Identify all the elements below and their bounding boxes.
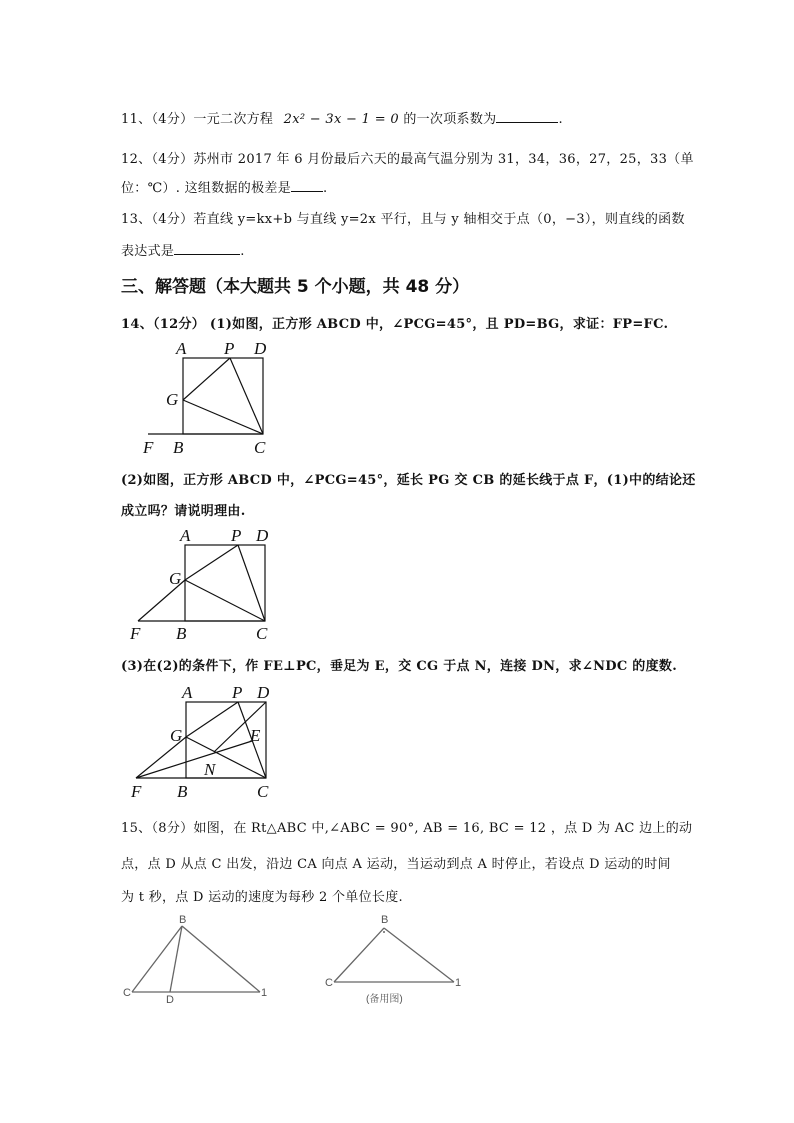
section-heading: 三、解答题（本大题共 5 个小题，共 48 分）: [121, 277, 470, 297]
label-b: B: [176, 624, 187, 643]
answer-blank[interactable]: [496, 110, 558, 123]
label-a: A: [176, 339, 187, 358]
answer-blank[interactable]: [174, 242, 240, 255]
label-g: G: [166, 390, 179, 409]
label-n: N: [204, 760, 216, 779]
question-13-line-2: [121, 240, 245, 259]
label-c: C: [257, 782, 269, 801]
label-d: D: [254, 339, 267, 358]
question-14-part-1: 14、（12分） (1)如图，正方形 ABCD 中，∠PCG=45°，且 PD=BG，求证：FP=FC.: [121, 317, 669, 332]
question-14-part-3: (3)在(2)的条件下，作 FE⊥PC，垂足为 E，交 CG 于点 N，连接 DN，求∠NDC 的度数.: [121, 659, 678, 674]
question-13-line-1: 13、（4分）若直线 y=kx+b 与直线 y=2x 平行，且与 y 轴相交于点（0，−3），则直线的函数: [121, 212, 685, 227]
label-d: D: [256, 526, 269, 545]
label-b: B: [381, 914, 389, 926]
label-c: C: [325, 977, 333, 989]
spare-figure-caption: (备用图): [366, 994, 403, 1005]
question-14-part-2-line-1: (2)如图，正方形 ABCD 中，∠PCG=45°，延长 PG 交 CB 的延长线于点 F，(1)中的结论还: [121, 473, 696, 488]
figure-14-2: [128, 525, 278, 645]
label-f: F: [131, 782, 142, 801]
question-12-line-1: 12、（4分）苏州市 2017 年 6 月份最后六天的最高气温分别为 31，34，36，27，25，33（单: [121, 152, 694, 167]
label-d: D: [257, 683, 270, 702]
question-12-line-2: [121, 177, 327, 196]
label-f: F: [143, 438, 154, 457]
q11-suffix: 的一次项系数为: [403, 112, 497, 127]
label-c: C: [256, 624, 268, 643]
label-f: F: [130, 624, 141, 643]
q11-number: 11、（4分）一元二次方程: [121, 112, 274, 127]
label-g: G: [169, 569, 182, 588]
q13-period: .: [240, 244, 245, 259]
label-c: C: [123, 987, 131, 999]
label-g: G: [170, 726, 183, 745]
question-14-part-2-line-2: 成立吗？请说明理由.: [121, 504, 246, 519]
question-15-line-2: 点，点 D 从点 C 出发，沿边 CA 向点 A 运动，当运动到点 A 时停止，若设点 D 运动的时间: [121, 857, 671, 872]
question-15-line-1: 15、（8分）如图，在 Rt△ABC 中,∠ABC = 90°, AB = 16, BC = 12 ，点 D 为 AC 边上的动: [121, 821, 693, 836]
label-b: B: [177, 782, 188, 801]
label-a: A: [182, 683, 193, 702]
answer-blank[interactable]: [291, 179, 323, 192]
figure-14-3: [128, 683, 278, 803]
label-d: D: [166, 994, 174, 1006]
label-a: 1: [261, 987, 268, 999]
label-b: B: [173, 438, 184, 457]
question-11: [121, 108, 563, 127]
figure-15-spare-triangle: [320, 910, 470, 1010]
q11-period: .: [558, 112, 563, 127]
figure-15-triangle: [120, 912, 280, 1012]
label-e: E: [250, 726, 261, 745]
figure-14-1: [140, 338, 280, 460]
q11-equation: 2x² − 3x − 1 = 0: [283, 112, 399, 127]
label-c: C: [254, 438, 266, 457]
q13-text: 表达式是: [121, 244, 175, 259]
label-p: P: [224, 339, 235, 358]
label-a: A: [180, 526, 191, 545]
q12-period: .: [323, 181, 328, 196]
label-b: B: [179, 914, 187, 926]
label-p: P: [232, 683, 243, 702]
label-a: 1: [455, 977, 462, 989]
label-p: P: [231, 526, 242, 545]
question-15-line-3: 为 t 秒，点 D 运动的速度为每秒 2 个单位长度.: [121, 890, 403, 905]
q12-text: 位：℃）. 这组数据的极差是: [121, 181, 292, 196]
